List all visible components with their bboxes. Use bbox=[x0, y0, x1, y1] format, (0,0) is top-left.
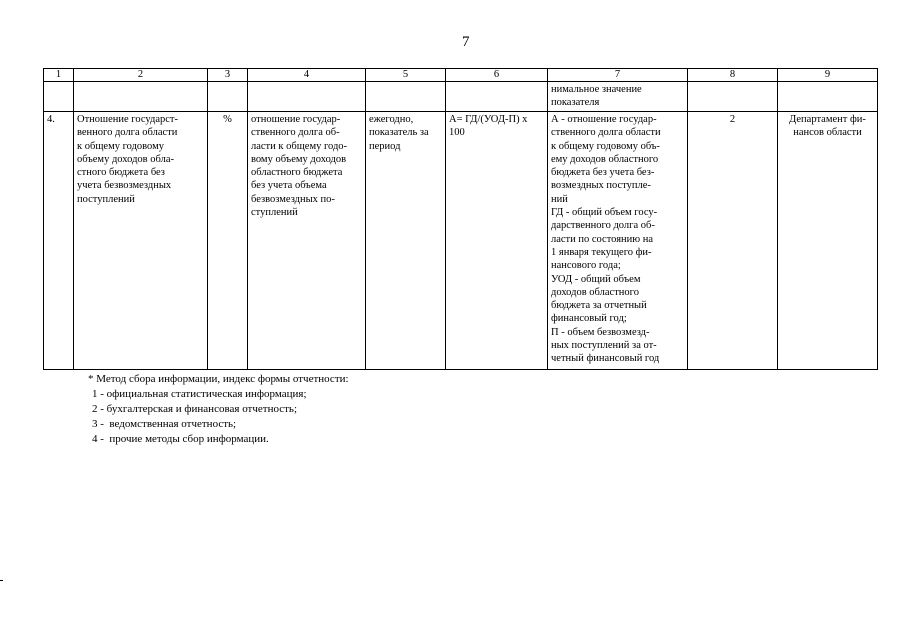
footnote-title: * Метод сбора информации, индекс формы отчетности: bbox=[88, 373, 349, 385]
table-cell bbox=[208, 82, 248, 112]
table-row bbox=[44, 112, 878, 370]
continuation-text: нимальное значение показателя bbox=[548, 82, 688, 112]
page-number: 7 bbox=[462, 34, 470, 50]
table-cell bbox=[74, 82, 208, 112]
footnote bbox=[88, 372, 349, 447]
unit-of-measure: % bbox=[208, 112, 248, 370]
column-number: 6 bbox=[446, 69, 548, 82]
scan-mark bbox=[0, 580, 3, 581]
footnote-item: 2 - бухгалтерская и финансовая отчетность; bbox=[92, 403, 297, 415]
formula: А= ГД/(УОД-П) х 100 bbox=[446, 112, 548, 370]
table-cell bbox=[446, 82, 548, 112]
collection-method: 2 bbox=[688, 112, 778, 370]
table-cell bbox=[688, 82, 778, 112]
responsible-body: Департамент фи- нансов области bbox=[778, 112, 878, 370]
column-number: 9 bbox=[778, 69, 878, 82]
column-number: 8 bbox=[688, 69, 778, 82]
periodicity: ежегодно, показатель за период bbox=[366, 112, 446, 370]
indicator-definition: отношение государ- ственного долга об- ласти к общему годо- вому объему доходов областного бюджета без учета объема безвозмездных по- ступлений bbox=[248, 112, 366, 370]
column-number: 2 bbox=[74, 69, 208, 82]
table-cell bbox=[248, 82, 366, 112]
footnote-item: 4 - прочие методы сбор информации. bbox=[92, 433, 269, 445]
column-number: 7 bbox=[548, 69, 688, 82]
table-cell bbox=[44, 82, 74, 112]
table-cell bbox=[366, 82, 446, 112]
indicator-name: Отношение государст- венного долга области к общему годовому объему доходов обла- стного бюджета без учета безвозмездных поступлений bbox=[74, 112, 208, 370]
column-number: 3 bbox=[208, 69, 248, 82]
column-number-row bbox=[44, 69, 878, 82]
footnote-item: 1 - официальная статистическая информация; bbox=[92, 388, 307, 400]
column-number: 1 bbox=[44, 69, 74, 82]
indicator-table bbox=[43, 68, 878, 370]
table-cell bbox=[778, 82, 878, 112]
continuation-row bbox=[44, 82, 878, 112]
column-number: 4 bbox=[248, 69, 366, 82]
footnote-item: 3 - ведомственная отчетность; bbox=[92, 418, 237, 430]
calculation-algorithm: А - отношение государ- ственного долга области к общему годовому объ- ему доходов областного бюджета без учета без- возмездных поступле- ний ГД - общий объем госу- дарственного долга об- ласти по состоянию на 1 января текущего фи- нансового года; УОД - общий объем доходов областного бюджета за отчетный финансовый год; П - объем безвозмезд- ных поступлений за от- четный финансовый год bbox=[548, 112, 688, 370]
row-number: 4. bbox=[44, 112, 74, 370]
column-number: 5 bbox=[366, 69, 446, 82]
